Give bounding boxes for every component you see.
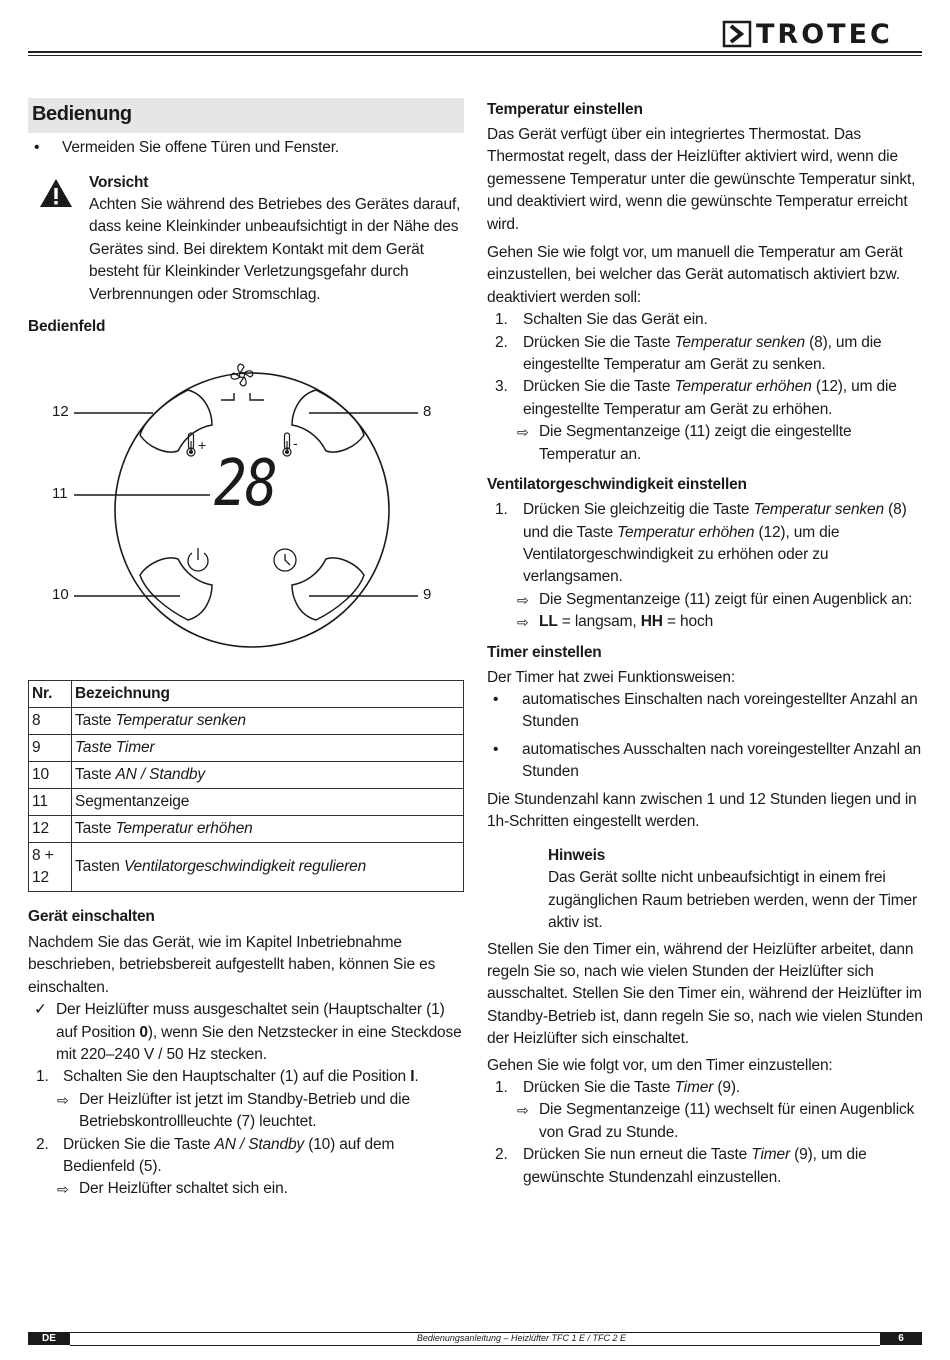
warning-icon [38,177,74,209]
cell-nr: 11 [29,789,72,816]
paragraph: Nachdem Sie das Gerät, wie im Kapitel Inbetriebnahme beschrieben, betriebsbereit aufgestellt haben, können Sie es einschalten. [28,934,436,996]
note-box [487,845,923,934]
cell-prefix: Tasten [75,858,124,875]
callout-9: 9 [423,586,432,603]
table-row [29,816,464,843]
brand-text: TROTEC [756,19,893,50]
callout-12: 12 [52,403,69,420]
footer-language: DE [28,1332,70,1345]
list-item: • automatisches Ausschalten nach voreingestellter Anzahl an Stunden [493,740,922,781]
column-header: Nr. [29,681,72,708]
cell-nr: 9 [29,735,72,762]
step-item: 1. Schalten Sie das Gerät ein. [495,311,708,329]
bullet-text: Vermeiden Sie offene Türen und Fenster. [62,139,340,156]
cell-prefix: Taste [75,766,116,783]
clock-icon [274,549,296,571]
cell-italic: Ventilatorgeschwindigkeit regulieren [123,858,367,875]
header-rule-thin [28,55,922,56]
result-item: ⇨ LL = langsam, HH = hoch [487,611,923,633]
callout-11: 11 [52,485,68,502]
header-rule [28,51,922,53]
table-row [29,735,464,762]
panel-title: Bedienfeld [28,318,106,335]
step-item: 2. Drücken Sie die Taste Temperatur senken (8), um die eingestellte Temperatur am Gerät zu senken. [495,333,882,374]
button-timer [292,558,364,620]
thermometer-plus-sign: + [198,437,207,453]
cell-italic: Temperatur erhöhen [115,820,253,837]
cell-name [72,816,464,843]
paragraph: Der Timer hat zwei Funktionsweisen: [487,668,736,686]
list-item: • Vermeiden Sie offene Türen und Fenster. [28,137,464,159]
section-title: Bedienung [32,103,132,125]
arrow-result-icon: ⇨ [57,1181,69,1198]
arrow-result-icon: ⇨ [57,1091,69,1108]
cell-name [72,843,464,892]
control-panel-diagram [28,355,464,665]
button-temperature-down [292,390,364,452]
step-item: 1. Drücken Sie die Taste Timer (9). [495,1079,741,1097]
callout-8: 8 [423,403,432,420]
cell-nr: 8 + 12 [29,843,72,892]
cell-italic: AN / Standby [115,766,205,783]
cell-name [72,789,464,816]
paragraph: Stellen Sie den Timer ein, während der Heizlüfter arbeitet, dann regeln Sie so, nach wie vielen Stunden der Heizlüfter sich ausschaltet. Stellen Sie den Timer ein, während der Heizlüfter im Standby-Betrieb ist, dann regeln Sie so, nach wie vielen Stunden der Heizlüfter sich einschaltet. [487,940,923,1048]
trotec-logo [722,18,922,50]
right-column [487,99,923,1189]
table-row [29,762,464,789]
step-item: 1. Drücken Sie gleichzeitig die Taste Temperatur senken (8) und die Taste Temperatur erhöhen (12), um die Ventilatorgeschwindigkeit zu erhöhen oder zu verlangsamen. [495,501,907,586]
table-row [29,789,464,816]
check-item: ✓ Der Heizlüfter muss ausgeschaltet sein (Hauptschalter (1) auf Position 0), wenn Sie den Netzstecker in eine Steckdose mit 220–240 V / 50 Hz stecken. [28,999,464,1066]
page-footer [28,1332,922,1346]
arrow-result-icon: ⇨ [517,591,529,608]
subsection-title: Timer einstellen [487,643,602,661]
thermometer-plus-icon [187,433,195,456]
cell-name [72,735,464,762]
cell-nr: 12 [29,816,72,843]
arrow-result-icon: ⇨ [517,614,529,631]
footer-title: Bedienungsanleitung – Heizlüfter TFC 1 E / TFC 2 E [416,1333,626,1343]
power-icon [188,548,208,571]
subsection-title: Gerät einschalten [28,908,155,925]
note-text: Das Gerät sollte nicht unbeaufsichtigt in einem frei zugänglichen Raum betrieben werden, wenn der Timer aktiv ist. [548,869,918,932]
table-row [29,708,464,735]
cell-italic: Taste Timer [75,739,155,756]
section-header [28,98,464,133]
callout-10: 10 [52,586,69,603]
paragraph: Das Gerät verfügt über ein integriertes Thermostat. Das Thermostat regelt, dass der Heizlüfter aktiviert wird, wenn die gemessene Temperatur unter die gewünschte Temperatur sinkt, und deaktiviert wird, wenn die gewünschte Temperatur erreicht wird. [487,126,916,233]
column-header: Bezeichnung [72,681,464,708]
button-on-standby [140,558,212,620]
result-item: ⇨ Die Segmentanzeige (11) wechselt für einen Augenblick von Grad zu Stunde. [487,1099,923,1144]
caution-title: Vorsicht [89,174,149,191]
result-item: ⇨ Die Segmentanzeige (11) zeigt die eingestellte Temperatur an. [487,421,923,466]
cell-italic: Temperatur senken [115,712,246,729]
cell-prefix: Taste [75,712,116,729]
footer-page-number: 6 [880,1332,922,1345]
note-title: Hinweis [548,847,606,865]
list-item: • automatisches Einschalten nach voreingestellter Anzahl an Stunden [493,690,918,731]
cell-prefix: Taste [75,820,116,837]
step-item: 3. Drücken Sie die Taste Temperatur erhöhen (12), um die eingestellte Temperatur am Gerät zu erhöhen. [495,378,897,418]
cell-name [72,708,464,735]
thermometer-minus-sign: - [293,435,298,451]
paragraph: Die Stundenzahl kann zwischen 1 und 12 Stunden liegen und in 1h-Schritten eingestellt werden. [487,790,917,830]
step-item: 2. Drücken Sie die Taste AN / Standby (10) auf dem Bedienfeld (5). [36,1135,395,1176]
cell-nr: 8 [29,708,72,735]
result-item: ⇨ Der Heizlüfter ist jetzt im Standby-Betrieb und die Betriebskontrollleuchte (7) leuchtet. [28,1089,464,1134]
cell-name [72,762,464,789]
legend-table [28,680,464,892]
switch-on-section [28,906,464,1201]
paragraph: Gehen Sie wie folgt vor, um manuell die Temperatur am Gerät einzustellen, bei welcher das Gerät automatisch aktiviert bzw. deaktiviert werden soll: [487,244,903,306]
check-icon: ✓ [34,1001,47,1019]
paragraph: Gehen Sie wie folgt vor, um den Timer einzustellen: [487,1056,833,1074]
arrow-result-icon: ⇨ [517,1102,529,1119]
cell-prefix: Segmentanzeige [75,793,190,810]
fan-icon [231,364,253,386]
cell-nr: 10 [29,762,72,789]
subsection-title: Ventilatorgeschwindigkeit einstellen [487,476,747,494]
table-header-row [29,681,464,708]
subsection-title: Temperatur einstellen [487,101,643,118]
table-row [29,843,464,892]
result-item: ⇨ Die Segmentanzeige (11) zeigt für einen Augenblick an: [487,589,923,611]
caution-text: Achten Sie während des Betriebes des Gerätes darauf, dass keine Kleinkinder unbeaufsichtigt in der Nähe des Gerätes sind. Bei direktem Kontakt mit dem Gerät besteht für Kleinkinder Verletzungsgefahr durch Verbrennungen oder Stromschlag. [89,196,461,303]
caution-box [89,172,464,306]
logo-chevron-icon [731,26,741,42]
result-item: ⇨ Der Heizlüfter schaltet sich ein. [28,1178,464,1200]
arrow-result-icon: ⇨ [517,424,529,441]
step-item: 2. Drücken Sie nun erneut die Taste Timer (9), um die gewünschte Stundenzahl einzustellen. [495,1146,867,1186]
segment-display: 28 [214,447,277,521]
step-item: 1. Schalten Sie den Hauptschalter (1) auf die Position I. [36,1068,419,1086]
thermometer-minus-icon [283,433,291,456]
